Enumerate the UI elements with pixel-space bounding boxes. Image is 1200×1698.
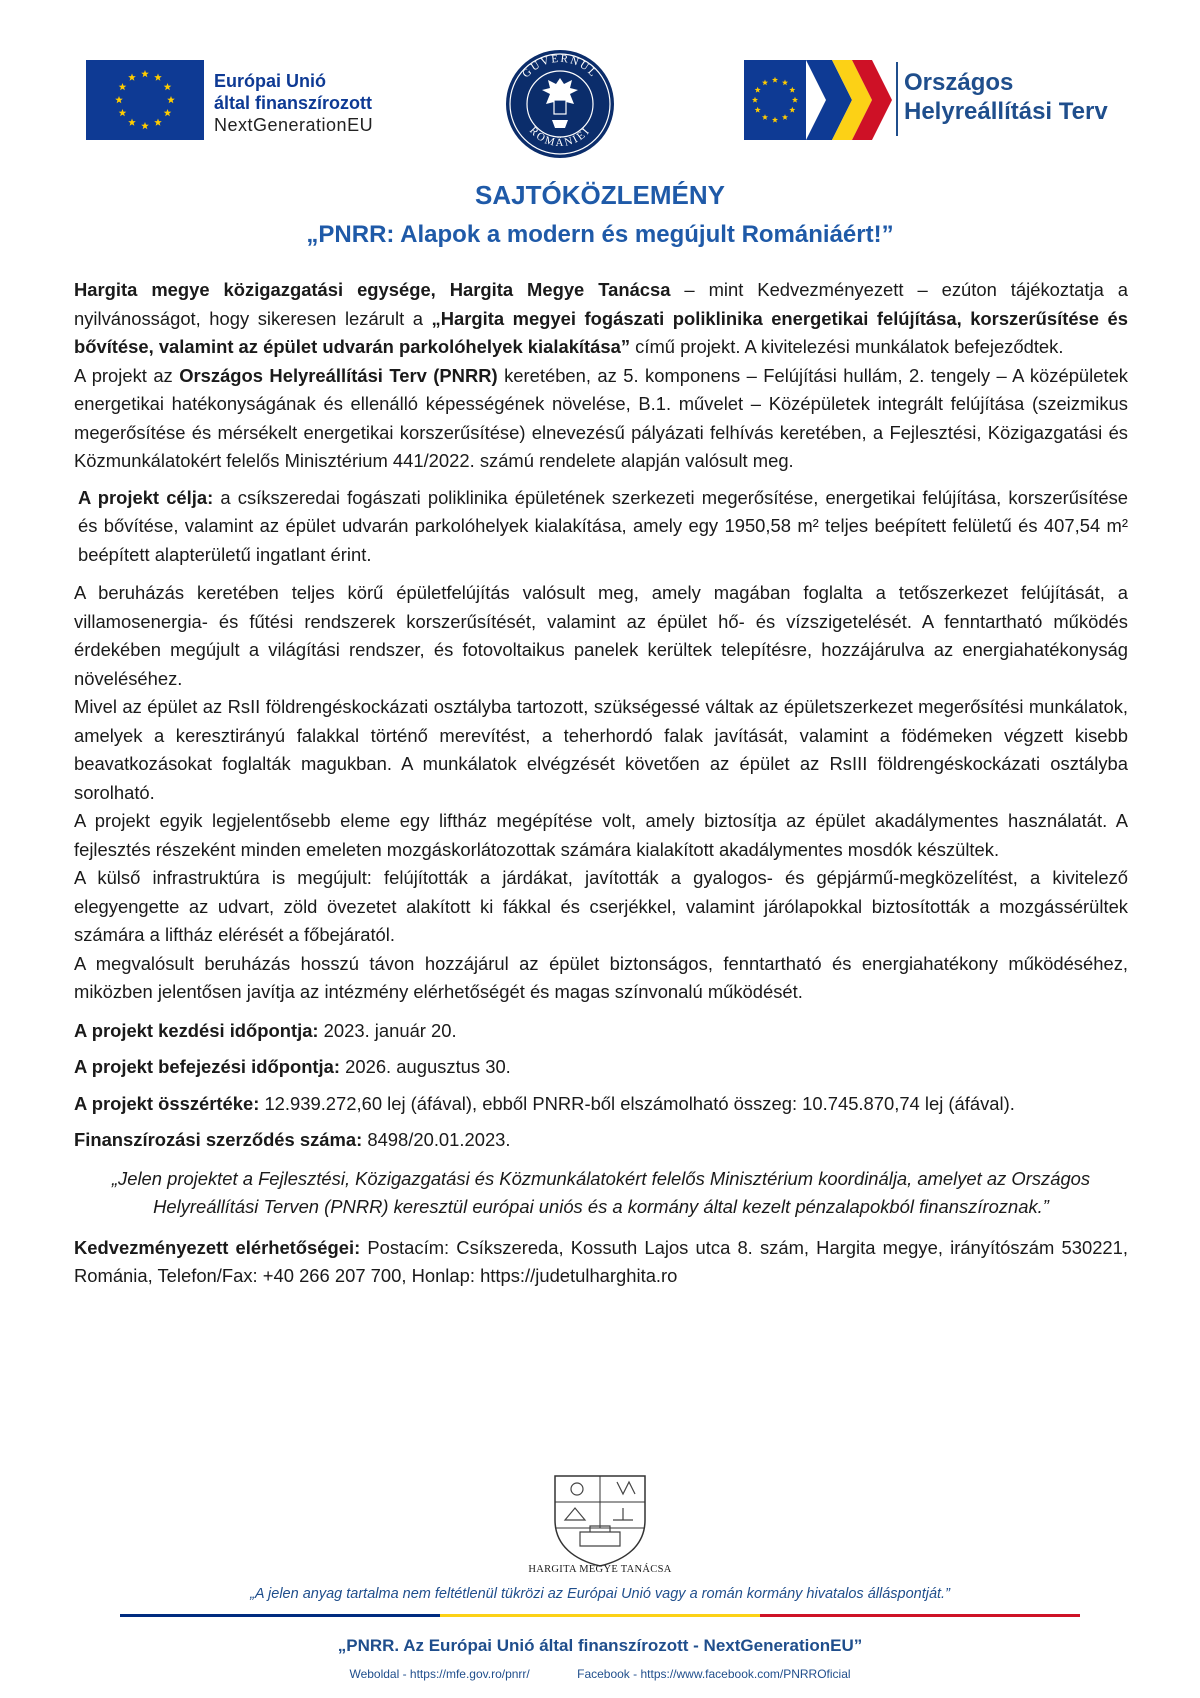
disclaimer: „A jelen anyag tartalma nem feltétlenül tükrözi az Európai Unió vagy a román kormány hivatalos álláspontját.” — [250, 1586, 950, 1602]
beneficiary-name: Hargita megye közigazgatási egysége, Hargita Megye Tanácsa — [74, 279, 671, 300]
footer-links — [0, 1667, 1200, 1681]
county-council-name: HARGITA MEGYE TANÁCSA — [528, 1564, 672, 1575]
paragraph-seismic: Mivel az épület az RsII földrengéskockázati osztályba tartozott, szükségessé váltak az épületszerkezet megerősítési munkálatok, amelyek a keresztirányú falakkal történő merevítést, a teherhordó falak javítását, valamint a födémeken végzett kisebb beavatkozásokat foglalták magukban. A munkálatok elvégzését követően az épület az RsIII földrengéskockázati osztályba sorolható. — [74, 696, 1128, 803]
intro-text-1: – mint Kedvezményezett – ezúton tájékoztatja a nyilvánosságot, hogy sikeresen lezárult a — [74, 279, 1129, 329]
project-end-date — [74, 1053, 1128, 1082]
end-date-label: A projekt befejezési időpontja: — [74, 1056, 341, 1077]
framework-text-1: A projekt az — [74, 364, 180, 386]
facebook-link[interactable]: Facebook - https://www.facebook.com/PNRROficial — [577, 1667, 851, 1681]
contract-label: Finanszírozási szerződés száma: — [74, 1129, 363, 1150]
romanian-government-seal-icon — [504, 48, 616, 160]
contact-label: Kedvezményezett elérhetőségei: — [74, 1236, 361, 1258]
financing-contract-number — [74, 1126, 1128, 1155]
svg-text:GUVERNUL: GUVERNUL — [520, 52, 600, 81]
paragraph-intro — [74, 276, 1128, 362]
total-value-label: A projekt összértéke: — [74, 1092, 260, 1114]
total-value-text: 12.939.272,60 lej (áfával), ebből PNRR-ből elszámolható összeg: 10.745.870,74 lej (áfával). — [259, 1092, 1015, 1114]
press-release-body — [74, 276, 1128, 1291]
start-date-label: A projekt kezdési időpontja: — [74, 1019, 319, 1041]
beneficiary-contact — [74, 1234, 1128, 1291]
project-name: „Hargita megyei fogászati poliklinika energetikai felújítása, korszerűsítése és bővítése, valamint az épület udvarán parkolóhelyek kialakítása” — [74, 307, 1128, 357]
paragraph-objective — [74, 484, 1128, 570]
paragraph-infrastructure: A külső infrastruktúra is megújult: felújították a járdákat, javították a gyalogos- és gépjármű-megközelítést, a kivitelező elegyengette az udvart, zöld övezetet alakított ki fákkal és cserjékkel, valamint járólapokkal biztosították a mozgássérültek számára a liftház elérését a főbejáratól. — [74, 867, 1128, 945]
website-link[interactable]: Weboldal - https://mfe.gov.ro/pnrr/ — [349, 1667, 530, 1681]
svg-text:ROMÂNIEI: ROMÂNIEI — [526, 124, 593, 150]
county-coat-of-arms-icon — [535, 1472, 665, 1568]
footer-title: „PNRR. Az Európai Unió által finanszírozott - NextGenerationEU” — [337, 1636, 863, 1655]
framework-text-2: keretében, az 5. komponens – Felújítási hullám, 2. tengely – A középületek energetikai hatékonyságának és ellenálló képességének növelése, B.1. művelet – Középületek integrált felújítása (szeizmikus megerősítése és mérsékelt energetikai korszerűsítése) elnevezésű pályázati felhívás keretében, a Fejlesztési, Közigazgatási és Közmunkálatokért felelős Minisztérium 441/2022. számú rendelete alapján valósult meg. — [74, 364, 1128, 471]
paragraph-elevator: A projekt egyik legjelentősebb eleme egy liftház megépítése volt, amely biztosítja az épület akadálymentes használatát. A fejlesztés részeként minden emeleten mozgáskorlátozottak számára kialakított akadálymentes mosdók készültek. — [74, 810, 1128, 860]
objective-text: a csíkszeredai fogászati poliklinika épületének szerkezeti megerősítése, energetikai felújítása, korszerűsítése és bővítése, valamint az épület udvarán parkolóhelyek kialakítása, amely egy 1950,58 m² teljes beépített felületű és 407,54 m² beépített alapterületű ingatlant érint. — [78, 486, 1128, 565]
intro-text-2: című projekt. A kivitelezési munkálatok befejeződtek. — [630, 336, 1064, 357]
project-start-date — [74, 1017, 1128, 1046]
contract-value: 8498/20.01.2023. — [362, 1129, 511, 1150]
framework-program-name: Országos Helyreállítási Terv (PNRR) — [179, 364, 498, 386]
pnrr-logo-icon — [744, 60, 894, 140]
tricolor-divider — [120, 1614, 1080, 1617]
pnrr-separator — [896, 62, 898, 136]
eu-line-2: által finanszírozott — [214, 93, 373, 113]
coordination-quote: „Jelen projektet a Fejlesztési, Közigazgatási és Közmunkálatokért felelős Minisztérium koordinálja, amelyet az Országos Helyreállítási Terven (PNRR) keresztül európai uniós és a kormány által kezelt pénzalapokból finanszíroznak.” — [111, 1167, 1091, 1217]
project-total-value — [74, 1090, 1128, 1119]
end-date-value: 2026. augusztus 30. — [340, 1056, 511, 1077]
eu-funding-label — [214, 70, 373, 136]
document-title: SAJTÓKÖZLEMÉNY — [475, 180, 725, 210]
paragraph-conclusion: A megvalósult beruházás hosszú távon hozzájárul az épület biztonságos, fenntartható és energiahatékony működéséhez, miközben jelentősen javítja az intézmény elérhetőségét és magas színvonalú működését. — [74, 952, 1128, 1002]
header — [0, 40, 1200, 160]
document-subtitle: „PNRR: Alapok a modern és megújult Romániáért!” — [306, 221, 894, 248]
pnrr-line-1: Országos — [904, 69, 1014, 96]
objective-label: A projekt célja: — [78, 486, 214, 508]
start-date-value: 2023. január 20. — [318, 1019, 457, 1041]
eu-line-3: NextGenerationEU — [214, 115, 374, 135]
pnrr-label — [904, 68, 1108, 126]
contact-value: Postacím: Csíkszereda, Kossuth Lajos utca 8. szám, Hargita megye, irányítószám 530221, Románia, Telefon/Fax: +40 266 207 700, Honlap: https://judetulharghita.ro — [74, 1236, 1128, 1286]
paragraph-renovation: A beruházás keretében teljes körű épületfelújítás valósult meg, amely magában foglalta a tetőszerkezet felújítását, a villamosenergia- és fűtési rendszerek korszerűsítését, valamint az épület hő- és vízszigetelését. A fenntartható működés érdekében megújult a világítási rendszer, és fotovoltaikus panelek kerültek telepítésre, hozzájárulva az energiahatékonyság növeléséhez. — [74, 582, 1128, 689]
eu-flag-icon — [86, 60, 204, 140]
pnrr-line-2: Helyreállítási Terv — [904, 98, 1108, 125]
paragraph-framework — [74, 362, 1128, 476]
eu-line-1: Európai Unió — [214, 71, 326, 91]
